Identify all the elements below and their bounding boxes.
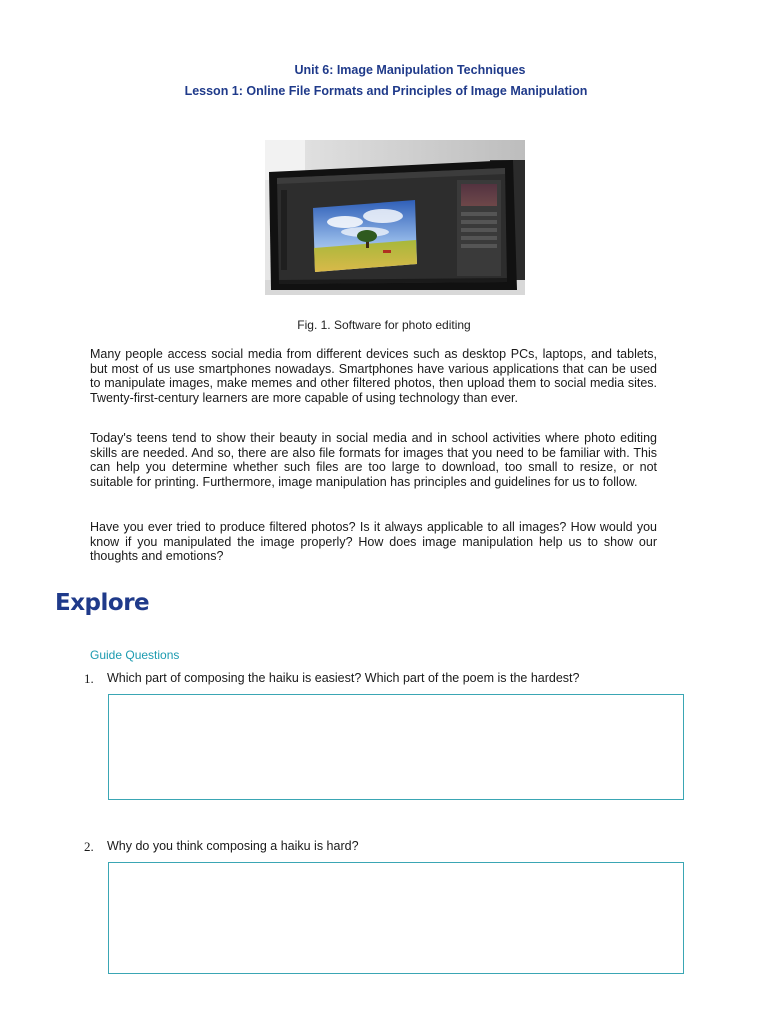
question-1 [84, 671, 579, 687]
explore-heading: Explore [55, 590, 150, 616]
lesson-title: Lesson 1: Online File Formats and Principles of Image Manipulation [184, 84, 588, 98]
guide-questions-label: Guide Questions [90, 648, 180, 662]
figure-caption: Fig. 1. Software for photo editing [297, 318, 471, 332]
intro-paragraph-3: Have you ever tried to produce filtered photos? Is it always applicable to all images? How would you know if you manipulated the image properly? How does image manipulation help us to show our thoughts and emotions? [90, 520, 657, 564]
question-number: 2. [84, 839, 94, 854]
intro-paragraph-2: Today's teens tend to show their beauty in social media and in school activities where photo editing skills are needed. And so, there are also file formats for images that you need to be familiar with. This can help you determine whether such files are too large to download, too small to resize, or not suitable for printing. Furthermore, image manipulation has principles and guidelines for us to follow. [90, 431, 657, 489]
answer-box-1[interactable] [108, 694, 684, 800]
question-text: Which part of composing the haiku is easiest? Which part of the poem is the hardest? [107, 671, 580, 685]
question-number: 1. [84, 671, 94, 686]
question-2 [84, 839, 359, 855]
unit-title: Unit 6: Image Manipulation Techniques [294, 63, 526, 77]
question-text: Why do you think composing a haiku is hard? [107, 839, 359, 853]
photo-editing-image [265, 140, 525, 295]
intro-paragraph-1: Many people access social media from different devices such as desktop PCs, laptops, and tablets, but most of us use smartphones nowadays. Smartphones have various applications that can be used to manipulate images, make memes and other filtered photos, then upload them to social media sites. Twenty-first-century learners are more capable of using technology than ever. [90, 347, 657, 405]
answer-box-2[interactable] [108, 862, 684, 974]
